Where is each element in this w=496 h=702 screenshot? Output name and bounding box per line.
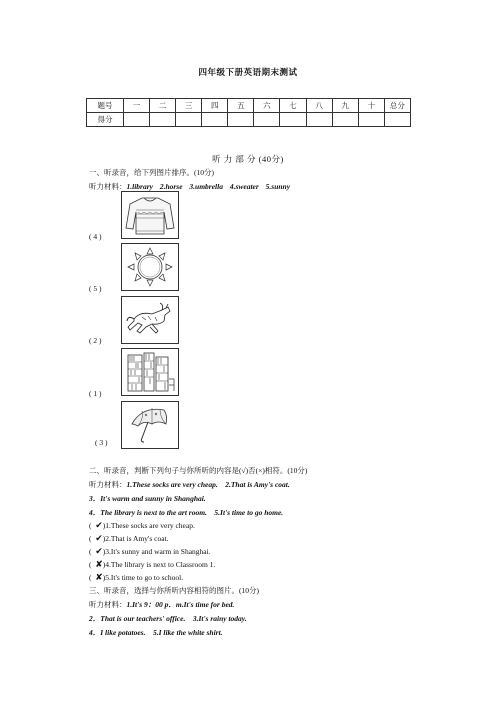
cross-mark-icon[interactable]: ✘ <box>95 572 103 582</box>
material-line: 4．I like potatoes. 5.I like the white shirt. <box>89 628 223 637</box>
part3-heading: 三、听录音，选择与你所听内容相符的图片。(10分) <box>89 586 259 595</box>
score-table-score-row <box>87 113 411 127</box>
answer-5: ( 3 ) <box>95 438 108 447</box>
score-header-cell: 八 <box>306 99 332 113</box>
sun-picture <box>121 243 179 291</box>
answer-4: ( 1 ) <box>89 389 102 398</box>
score-cell[interactable] <box>228 113 254 127</box>
material-text: 1.library 2.horse 3.umbrella 4.sweater 5.sunny <box>126 182 291 191</box>
cross-mark-icon[interactable]: ✘ <box>95 559 103 569</box>
check-mark-icon[interactable]: ✔ <box>95 520 103 530</box>
material-label: 听力材料： <box>89 480 127 489</box>
part2-heading: 二、听录音，判断下列句子与你所听的内容是(√)否(×)相符。(10分) <box>89 466 308 475</box>
sweater-picture <box>121 191 179 239</box>
page-title: 四年级下册英语期末测试 <box>198 67 298 77</box>
score-header-cell: 六 <box>254 99 280 113</box>
material-label: 听力材料： <box>89 182 127 191</box>
answer-1: ( 4 ) <box>89 232 102 241</box>
answer-3: ( 2 ) <box>89 336 102 345</box>
score-header-cell: 一 <box>124 99 150 113</box>
score-cell[interactable] <box>254 113 280 127</box>
score-cell[interactable] <box>280 113 306 127</box>
judge-item-text: )4.The library is next to Classroom 1. <box>102 560 216 569</box>
check-mark-icon[interactable]: ✔ <box>95 546 103 556</box>
judge-item: ( ✔)3.It's sunny and warm in Shanghai. <box>89 546 211 556</box>
score-cell[interactable] <box>176 113 202 127</box>
material-line: 4．The library is next to the art room. 5.It's time to go home. <box>89 508 284 517</box>
score-table-header-row <box>87 99 411 113</box>
part1-material <box>89 181 290 192</box>
score-header-cell: 五 <box>228 99 254 113</box>
score-header-cell: 题号 <box>87 99 124 113</box>
judge-item: ( ✘)5.It's time to go to school. <box>89 572 184 582</box>
score-header-cell: 四 <box>202 99 228 113</box>
score-header-cell: 三 <box>176 99 202 113</box>
judge-item: ( ✔)1.These socks are very cheap. <box>89 520 195 530</box>
judge-item-text: )2.That is Amy's coat. <box>102 534 169 543</box>
score-cell[interactable] <box>124 113 150 127</box>
material-line: 1.It's 9：00 p．m.It's time for bed. <box>126 600 235 609</box>
check-mark-icon[interactable]: ✔ <box>95 533 103 543</box>
material-line: 2．That is our teachers' office. 3.It's rainy today. <box>89 614 247 623</box>
judge-item: ( ✘)4.The library is next to Classroom 1. <box>89 559 216 569</box>
score-cell[interactable] <box>332 113 358 127</box>
score-cell[interactable] <box>202 113 228 127</box>
score-header-cell: 七 <box>280 99 306 113</box>
score-header-cell: 总分 <box>384 99 410 113</box>
material-line: 1.These socks are very cheap. 2.That is Amy's coat. <box>126 480 290 489</box>
score-header-cell: 十 <box>358 99 384 113</box>
judge-item-text: )3.It's sunny and warm in Shanghai. <box>102 547 211 556</box>
horse-picture <box>121 296 179 344</box>
score-row-label: 得分 <box>87 113 124 127</box>
score-header-cell: 九 <box>332 99 358 113</box>
answer-2: ( 5 ) <box>89 284 102 293</box>
listening-section-heading: 听 力 部 分 (40分) <box>212 154 284 164</box>
score-cell[interactable] <box>358 113 384 127</box>
material-line: 3．It's warm and sunny in Shanghai. <box>89 494 206 503</box>
judge-item: ( ✔)2.That is Amy's coat. <box>89 533 169 543</box>
score-table <box>86 98 411 127</box>
library-picture <box>121 348 179 396</box>
part2-material <box>89 479 290 490</box>
score-cell[interactable] <box>384 113 410 127</box>
umbrella-picture <box>121 401 179 449</box>
material-label: 听力材料： <box>89 600 127 609</box>
score-cell[interactable] <box>150 113 176 127</box>
judge-item-text: )5.It's time to go to school. <box>102 573 184 582</box>
score-header-cell: 二 <box>150 99 176 113</box>
part3-material <box>89 599 234 610</box>
score-cell[interactable] <box>306 113 332 127</box>
part1-heading: 一、听录音，给下列图片排序。(10分) <box>89 168 214 177</box>
judge-item-text: )1.These socks are very cheap. <box>102 521 195 530</box>
